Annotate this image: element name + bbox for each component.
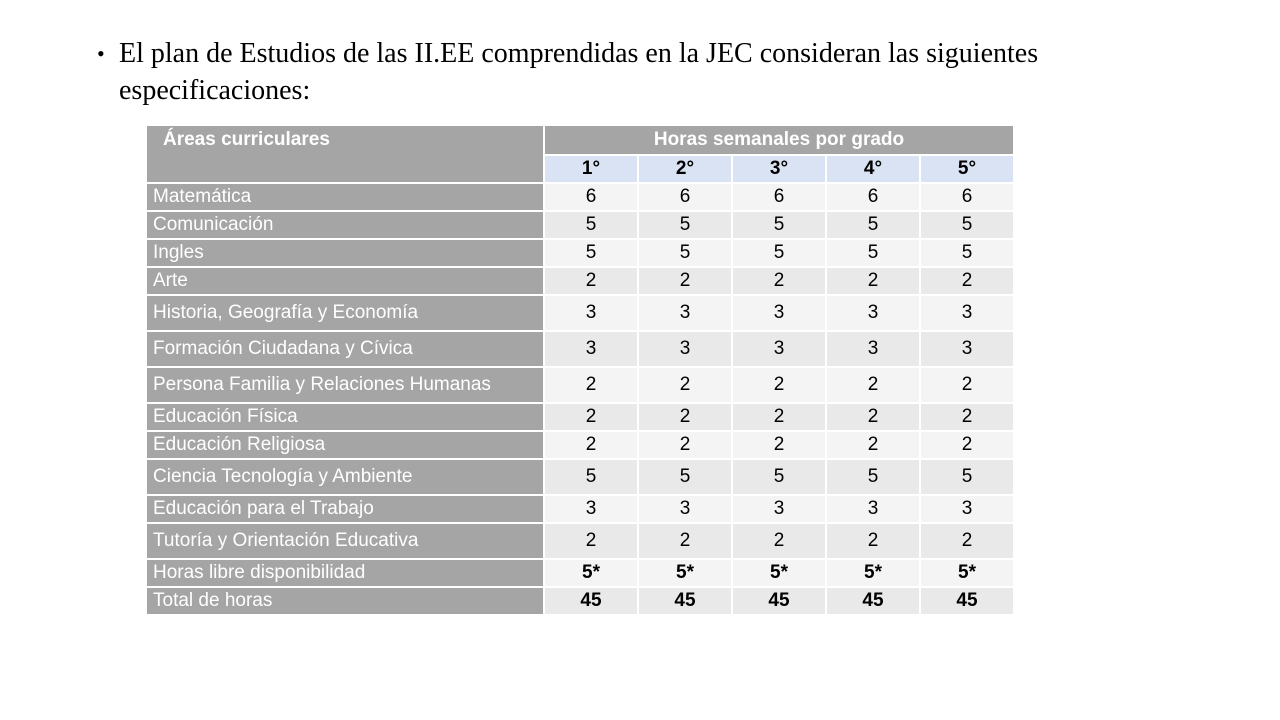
- hours-cell: 45: [544, 587, 638, 615]
- hours-cell: 5*: [638, 559, 732, 587]
- hours-cell: 3: [544, 331, 638, 367]
- hours-cell: 5: [920, 239, 1014, 267]
- table-row: [146, 431, 1014, 459]
- grade-header: 1°: [544, 155, 638, 183]
- hours-cell: 5: [732, 459, 826, 495]
- hours-cell: 2: [920, 431, 1014, 459]
- table-row: [146, 239, 1014, 267]
- hours-cell: 2: [732, 267, 826, 295]
- hours-cell: 2: [544, 267, 638, 295]
- area-cell: Horas libre disponibilidad: [146, 559, 544, 587]
- table-row: [146, 295, 1014, 331]
- table-row: [146, 559, 1014, 587]
- table-row: [146, 267, 1014, 295]
- hours-cell: 3: [638, 331, 732, 367]
- hours-cell: 5: [638, 459, 732, 495]
- hours-cell: 2: [732, 431, 826, 459]
- hours-cell: 2: [920, 267, 1014, 295]
- bullet-text: El plan de Estudios de las II.EE comprendidas en la JEC consideran las siguientes especificaciones:: [119, 38, 1039, 106]
- area-cell: Tutoría y Orientación Educativa: [146, 523, 544, 559]
- hours-cell: 2: [826, 367, 920, 403]
- table-row: [146, 587, 1014, 615]
- hours-cell: 6: [826, 183, 920, 211]
- area-cell: Formación Ciudadana y Cívica: [146, 331, 544, 367]
- hours-cell: 5: [638, 211, 732, 239]
- hours-cell: 2: [920, 367, 1014, 403]
- hours-cell: 2: [826, 403, 920, 431]
- area-cell: Historia, Geografía y Economía: [146, 295, 544, 331]
- area-cell: Educación Física: [146, 403, 544, 431]
- hours-cell: 2: [638, 267, 732, 295]
- hours-cell: 2: [920, 523, 1014, 559]
- hours-cell: 5: [544, 239, 638, 267]
- hours-cell: 45: [826, 587, 920, 615]
- hours-cell: 3: [920, 495, 1014, 523]
- area-cell: Educación Religiosa: [146, 431, 544, 459]
- grade-header: 3°: [732, 155, 826, 183]
- table-row: [146, 523, 1014, 559]
- hours-cell: 2: [826, 431, 920, 459]
- hours-cell: 5: [544, 211, 638, 239]
- hours-cell: 6: [638, 183, 732, 211]
- hours-cell: 45: [732, 587, 826, 615]
- area-cell: Total de horas: [146, 587, 544, 615]
- hours-cell: 6: [544, 183, 638, 211]
- table-row: [146, 331, 1014, 367]
- bullet-icon: •: [97, 41, 105, 66]
- hours-cell: 2: [732, 523, 826, 559]
- table-row: [146, 183, 1014, 211]
- hours-cell: 2: [920, 403, 1014, 431]
- table-row: [146, 403, 1014, 431]
- area-cell: Ingles: [146, 239, 544, 267]
- hours-cell: 5: [732, 239, 826, 267]
- area-cell: Arte: [146, 267, 544, 295]
- hours-cell: 5: [920, 211, 1014, 239]
- hours-cell: 3: [544, 495, 638, 523]
- grade-header: 2°: [638, 155, 732, 183]
- hours-cell: 3: [638, 495, 732, 523]
- hours-cell: 5*: [544, 559, 638, 587]
- hours-cell: 2: [544, 367, 638, 403]
- grade-header: 4°: [826, 155, 920, 183]
- hours-cell: 2: [544, 403, 638, 431]
- hours-cell: 2: [544, 523, 638, 559]
- hours-cell: 2: [638, 431, 732, 459]
- hours-cell: 5: [638, 239, 732, 267]
- hours-cell: 3: [544, 295, 638, 331]
- curriculum-table: [145, 124, 1015, 616]
- hours-cell: 5: [826, 211, 920, 239]
- bullet-paragraph: [97, 35, 1177, 109]
- hours-cell: 5: [826, 239, 920, 267]
- hours-cell: 3: [732, 495, 826, 523]
- hours-cell: 5*: [920, 559, 1014, 587]
- hours-cell: 5: [920, 459, 1014, 495]
- hours-cell: 45: [638, 587, 732, 615]
- hours-cell: 6: [732, 183, 826, 211]
- hours-cell: 2: [732, 367, 826, 403]
- table-row: [146, 367, 1014, 403]
- hours-cell: 5: [732, 211, 826, 239]
- grade-header: 5°: [920, 155, 1014, 183]
- hours-cell: 3: [638, 295, 732, 331]
- area-cell: Matemática: [146, 183, 544, 211]
- hours-cell: 5: [826, 459, 920, 495]
- hours-cell: 5: [544, 459, 638, 495]
- hours-cell: 3: [920, 295, 1014, 331]
- hours-cell: 5*: [826, 559, 920, 587]
- area-cell: Comunicación: [146, 211, 544, 239]
- area-cell: Persona Familia y Relaciones Humanas: [146, 367, 544, 403]
- area-cell: Educación para el Trabajo: [146, 495, 544, 523]
- hours-cell: 2: [638, 523, 732, 559]
- hours-cell: 3: [826, 331, 920, 367]
- header-areas: Áreas curriculares: [146, 125, 544, 183]
- hours-cell: 3: [732, 331, 826, 367]
- hours-cell: 2: [638, 367, 732, 403]
- hours-cell: 2: [544, 431, 638, 459]
- area-cell: Ciencia Tecnología y Ambiente: [146, 459, 544, 495]
- table-row: [146, 211, 1014, 239]
- table-row: [146, 495, 1014, 523]
- hours-cell: 3: [732, 295, 826, 331]
- table-row: [146, 459, 1014, 495]
- hours-cell: 5*: [732, 559, 826, 587]
- hours-cell: 45: [920, 587, 1014, 615]
- header-weekly-hours: Horas semanales por grado: [544, 125, 1014, 155]
- hours-cell: 2: [826, 523, 920, 559]
- hours-cell: 3: [826, 295, 920, 331]
- hours-cell: 3: [920, 331, 1014, 367]
- hours-cell: 3: [826, 495, 920, 523]
- hours-cell: 2: [638, 403, 732, 431]
- hours-cell: 2: [732, 403, 826, 431]
- hours-cell: 6: [920, 183, 1014, 211]
- hours-cell: 2: [826, 267, 920, 295]
